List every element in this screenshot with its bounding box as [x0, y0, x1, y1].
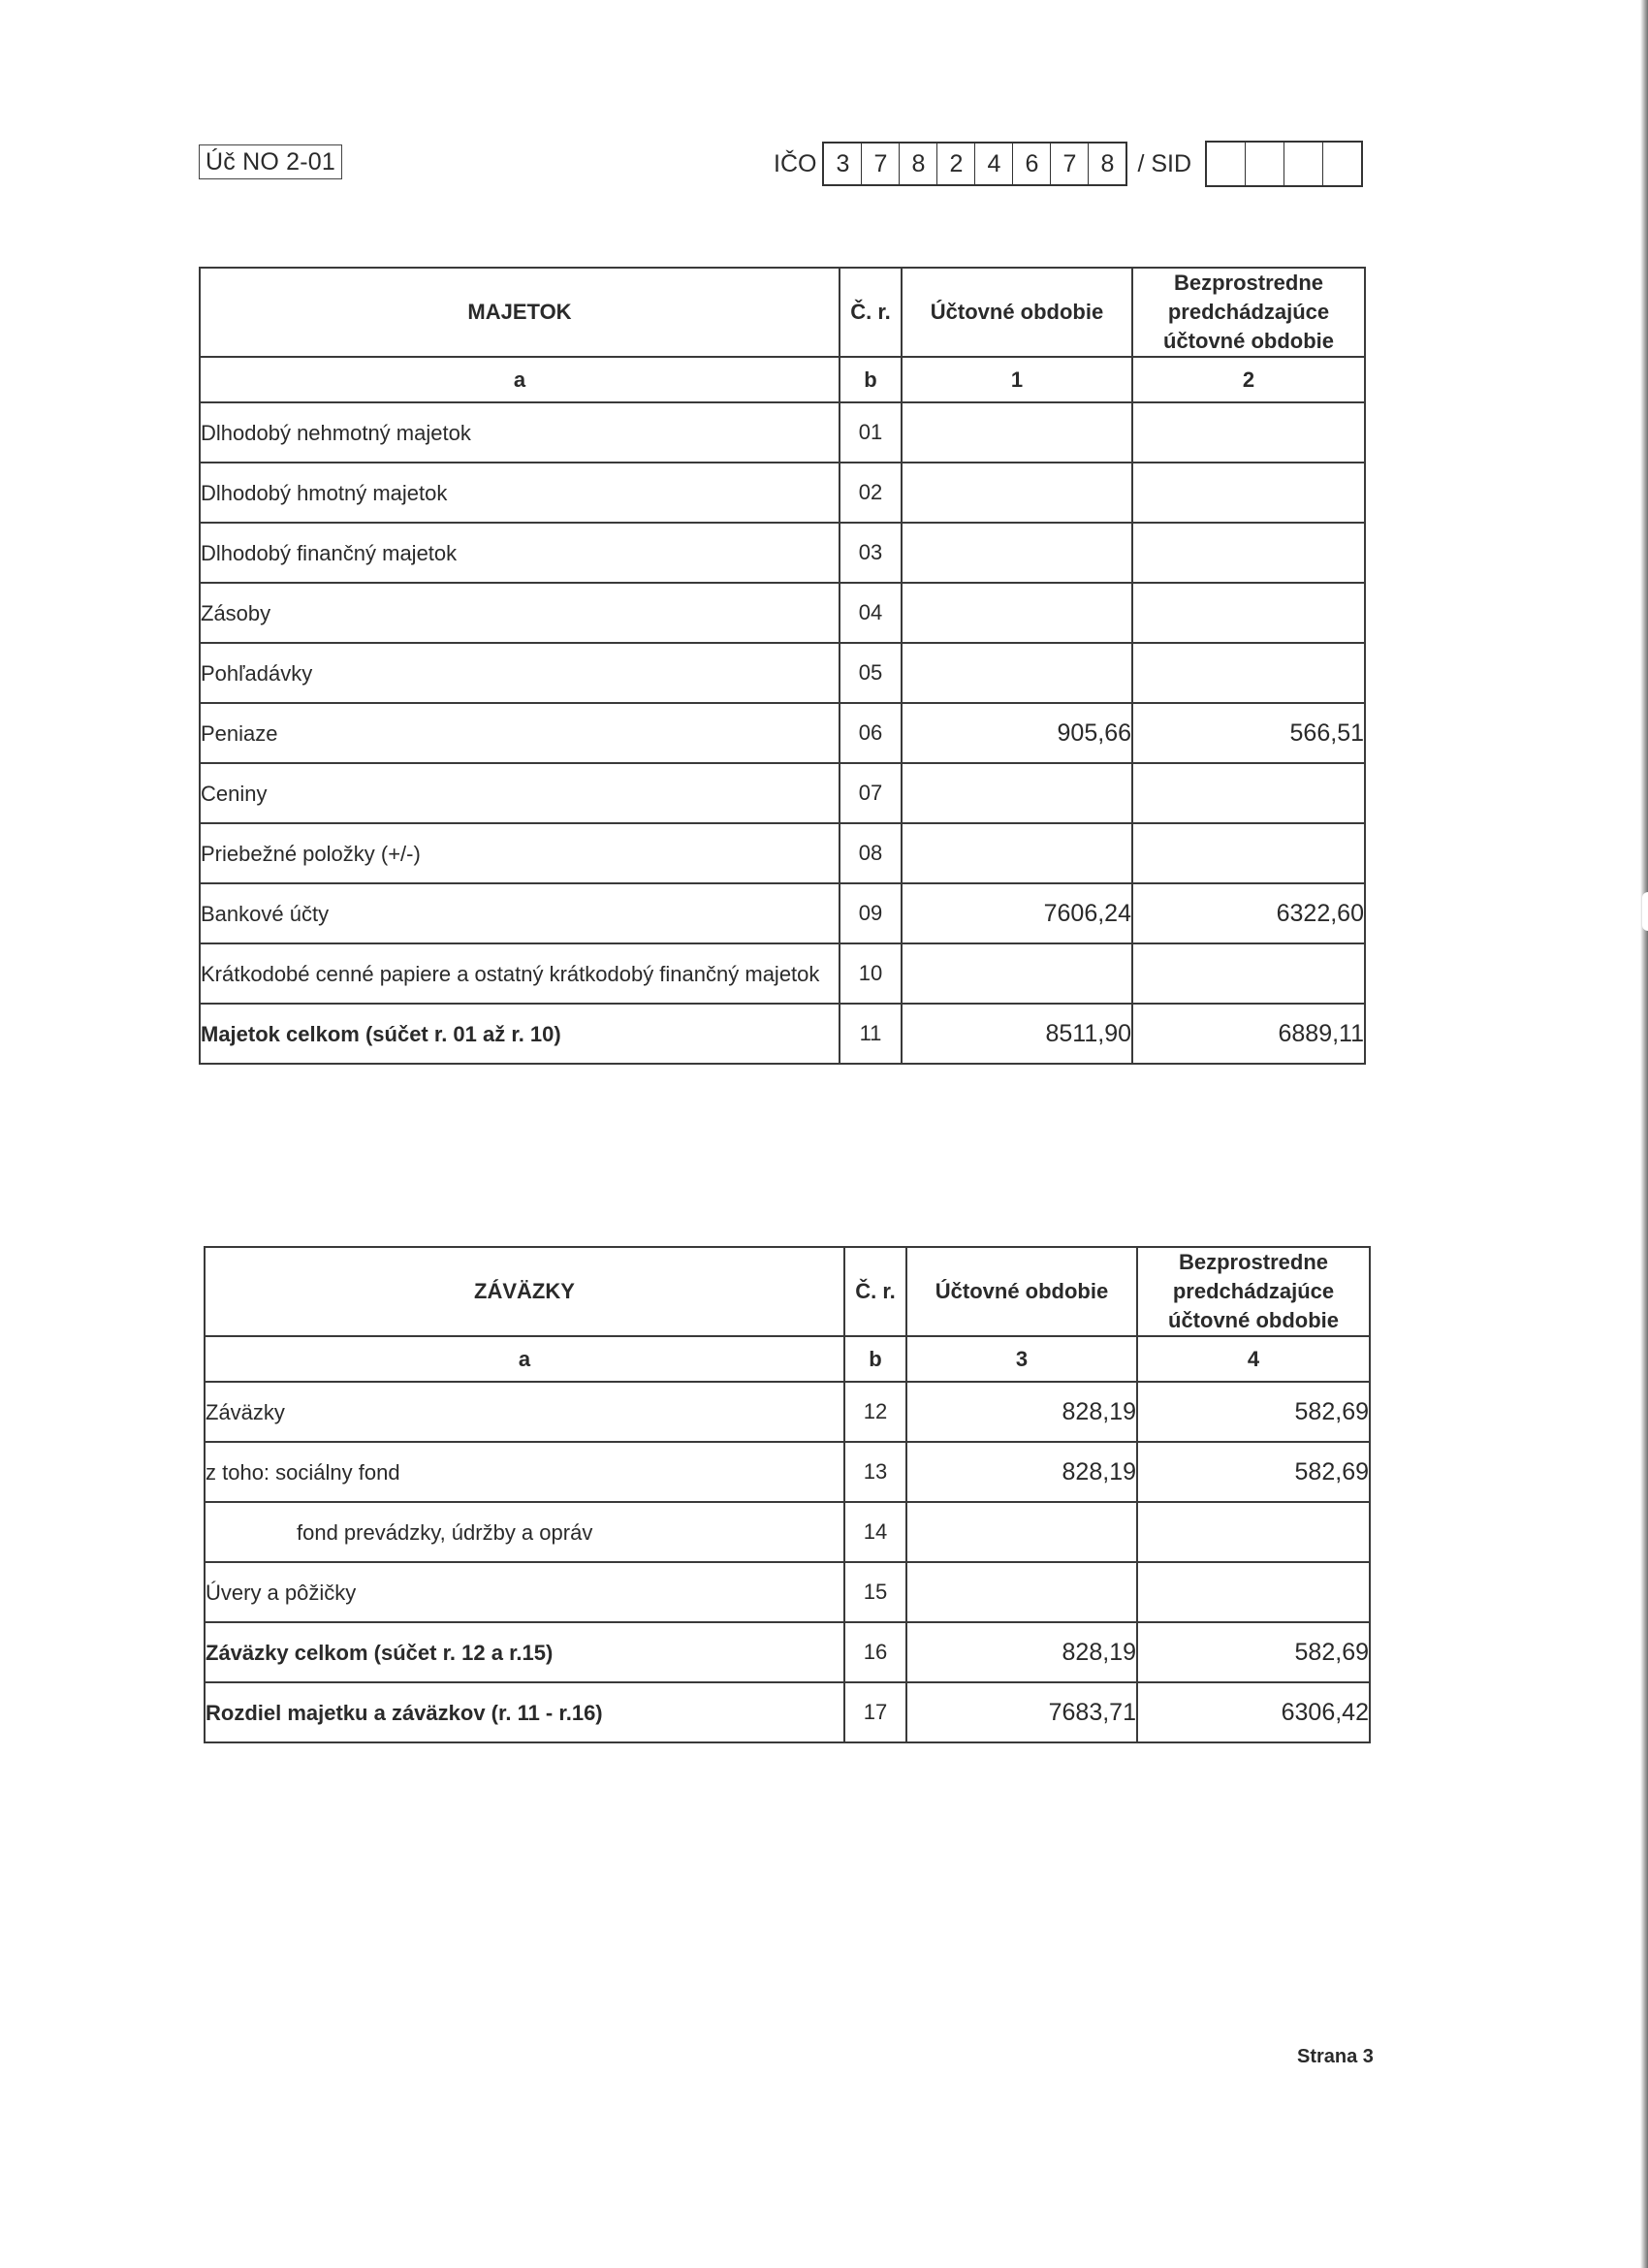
column-letter-row	[200, 357, 1365, 402]
value-current	[906, 1562, 1137, 1622]
row-label: Bankové účty	[200, 883, 840, 943]
table-row	[200, 463, 1365, 523]
ico-label: IČO	[774, 149, 817, 177]
row-number: 14	[844, 1502, 906, 1562]
table-row-total	[205, 1622, 1370, 1682]
value-previous	[1132, 643, 1365, 703]
value-previous	[1137, 1562, 1370, 1622]
scan-edge-notch	[1642, 892, 1648, 931]
value-previous: 566,51	[1132, 703, 1365, 763]
value-previous	[1132, 402, 1365, 463]
row-label: Pohľadávky	[200, 643, 840, 703]
sid-label: / SID	[1137, 149, 1192, 177]
table-row	[200, 402, 1365, 463]
value-previous	[1132, 523, 1365, 583]
table-row	[200, 883, 1365, 943]
column-letter: b	[840, 357, 902, 402]
row-label: Priebežné položky (+/-)	[200, 823, 840, 883]
table-row	[205, 1382, 1370, 1442]
value-current	[902, 643, 1132, 703]
ico-digit: 2	[937, 144, 975, 184]
ico-digit: 7	[1051, 144, 1089, 184]
value-previous: 6889,11	[1132, 1004, 1365, 1064]
row-label: Krátkodobé cenné papiere a ostatný krátkodobý finančný majetok	[200, 943, 840, 1004]
column-letter-row	[205, 1336, 1370, 1382]
value-current	[902, 943, 1132, 1004]
row-label: z toho: sociálny fond	[205, 1442, 844, 1502]
table-header-row	[205, 1247, 1370, 1336]
sid-digit	[1323, 143, 1361, 185]
table-row	[205, 1442, 1370, 1502]
scan-edge-shadow	[1640, 0, 1648, 2268]
value-current: 905,66	[902, 703, 1132, 763]
ico-digit: 8	[1100, 149, 1115, 177]
row-label: Dlhodobý finančný majetok	[200, 523, 840, 583]
sid-digit	[1246, 143, 1284, 185]
column-letter: b	[844, 1336, 906, 1382]
value-current: 828,19	[906, 1622, 1137, 1682]
row-number: 13	[844, 1442, 906, 1502]
row-number: 07	[840, 763, 902, 823]
row-number: 12	[844, 1382, 906, 1442]
table-header-row	[200, 268, 1365, 357]
table-row	[200, 703, 1365, 763]
value-previous	[1132, 823, 1365, 883]
ico-digit: 3	[824, 144, 862, 184]
value-previous	[1132, 943, 1365, 1004]
form-code-label: Úč NO 2-01	[199, 144, 342, 179]
assets-table	[199, 267, 1366, 1065]
ico-sid-block	[774, 141, 1363, 187]
liabilities-table	[204, 1246, 1371, 1743]
value-current	[906, 1502, 1137, 1562]
value-current	[902, 523, 1132, 583]
row-label: Záväzky celkom (súčet r. 12 a r.15)	[205, 1622, 844, 1682]
column-letter: a	[200, 357, 840, 402]
row-number: 01	[840, 402, 902, 463]
table-row	[200, 583, 1365, 643]
value-previous	[1132, 463, 1365, 523]
value-current: 828,19	[906, 1442, 1137, 1502]
col-header-current: Účtovné obdobie	[906, 1247, 1137, 1336]
table-row	[200, 943, 1365, 1004]
column-letter: 2	[1132, 357, 1365, 402]
value-previous: 582,69	[1137, 1382, 1370, 1442]
col-header-title: MAJETOK	[200, 268, 840, 357]
row-number: 03	[840, 523, 902, 583]
row-number: 16	[844, 1622, 906, 1682]
row-number: 02	[840, 463, 902, 523]
col-header-previous: Bezprostredne predchádzajúce účtovné obdobie	[1132, 268, 1365, 357]
sid-digit	[1207, 143, 1246, 185]
column-letter: 4	[1137, 1336, 1370, 1382]
column-letter: 1	[902, 357, 1132, 402]
value-current: 8511,90	[902, 1004, 1132, 1064]
row-number: 08	[840, 823, 902, 883]
value-current	[902, 402, 1132, 463]
row-number: 11	[840, 1004, 902, 1064]
value-previous: 6322,60	[1132, 883, 1365, 943]
row-label: Záväzky	[205, 1382, 844, 1442]
value-previous: 6306,42	[1137, 1682, 1370, 1742]
value-previous	[1137, 1502, 1370, 1562]
row-number: 05	[840, 643, 902, 703]
column-letter: a	[205, 1336, 844, 1382]
row-label: Dlhodobý hmotný majetok	[200, 463, 840, 523]
value-current	[902, 823, 1132, 883]
row-label: Rozdiel majetku a záväzkov (r. 11 - r.16)	[205, 1682, 844, 1742]
col-header-row-no: Č. r.	[840, 268, 902, 357]
row-number: 04	[840, 583, 902, 643]
row-label: fond prevádzky, údržby a opráv	[205, 1502, 844, 1562]
value-current	[902, 463, 1132, 523]
value-current	[902, 583, 1132, 643]
value-previous	[1132, 763, 1365, 823]
column-letter: 3	[906, 1336, 1137, 1382]
table-row	[200, 523, 1365, 583]
table-row-difference	[205, 1682, 1370, 1742]
row-number: 09	[840, 883, 902, 943]
sid-digit	[1284, 143, 1323, 185]
value-previous: 582,69	[1137, 1442, 1370, 1502]
sid-digit-boxes	[1205, 141, 1363, 187]
row-number: 06	[840, 703, 902, 763]
row-label: Úvery a pôžičky	[205, 1562, 844, 1622]
row-number: 15	[844, 1562, 906, 1622]
col-header-title: ZÁVÄZKY	[205, 1247, 844, 1336]
table-row	[205, 1562, 1370, 1622]
value-current	[902, 763, 1132, 823]
value-current: 7606,24	[902, 883, 1132, 943]
ico-digit: 6	[1013, 144, 1051, 184]
row-number: 17	[844, 1682, 906, 1742]
ico-digit: 4	[975, 144, 1013, 184]
row-label: Ceniny	[200, 763, 840, 823]
table-row-total	[200, 1004, 1365, 1064]
ico-digit-boxes	[822, 142, 1127, 186]
table-row	[200, 763, 1365, 823]
row-label: Dlhodobý nehmotný majetok	[200, 402, 840, 463]
ico-digit: 7	[862, 144, 900, 184]
row-label: Zásoby	[200, 583, 840, 643]
value-current: 828,19	[906, 1382, 1137, 1442]
value-previous	[1132, 583, 1365, 643]
table-row	[205, 1502, 1370, 1562]
col-header-current: Účtovné obdobie	[902, 268, 1132, 357]
table-row	[200, 643, 1365, 703]
table-row	[200, 823, 1365, 883]
col-header-previous: Bezprostredne predchádzajúce účtovné obdobie	[1137, 1247, 1370, 1336]
value-previous: 582,69	[1137, 1622, 1370, 1682]
value-current: 7683,71	[906, 1682, 1137, 1742]
row-label: Peniaze	[200, 703, 840, 763]
row-number: 10	[840, 943, 902, 1004]
col-header-row-no: Č. r.	[844, 1247, 906, 1336]
ico-digit: 8	[900, 144, 937, 184]
row-label: Majetok celkom (súčet r. 01 až r. 10)	[200, 1004, 840, 1064]
page-number: Strana 3	[1297, 2046, 1374, 2067]
